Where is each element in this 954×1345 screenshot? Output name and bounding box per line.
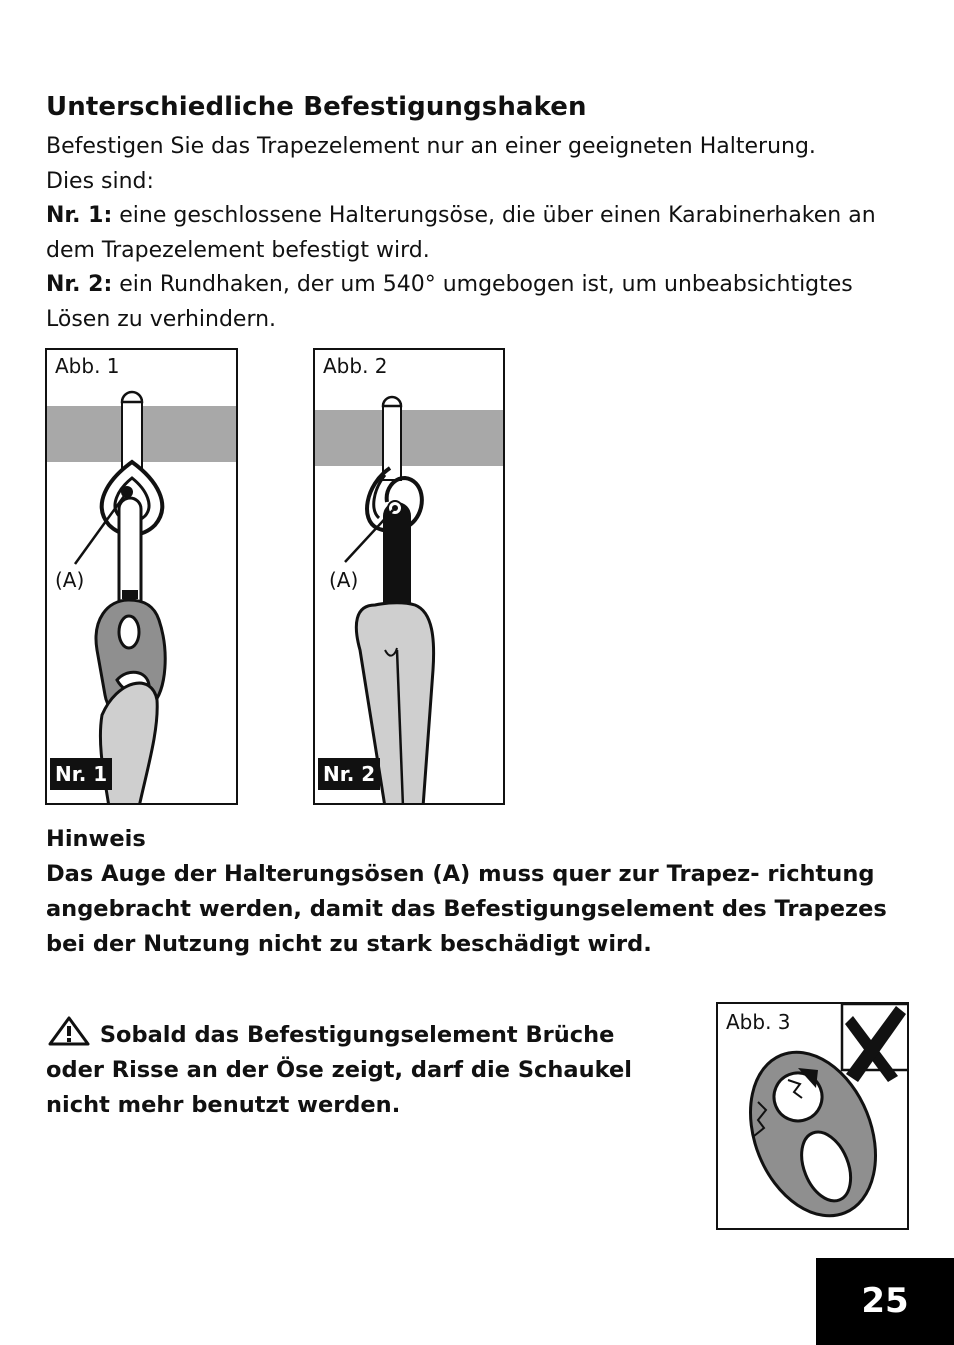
warning-block [46,1016,666,1123]
figure-1-label: Abb. 1 [55,354,120,378]
warning-triangle-icon [46,1016,92,1046]
option-nr2-text: ein Rundhaken, der um 540° umgebogen ist, um unbeabsichtigtes Lösen zu verhindern. [46,272,853,332]
note-title: Hinweis [46,826,146,852]
option-nr1-text: eine geschlossene Halterungsöse, die über einen Karabinerhaken an dem Trapezelement befestigt wird. [46,203,876,263]
note-block [46,822,906,962]
figure-3 [716,1002,909,1230]
option-nr1-label: Nr. 1: [46,203,113,229]
figure-2-badge: Nr. 2 [318,758,380,790]
note-text: Das Auge der Halterungsösen (A) muss quer zur Trapez- richtung angebracht werden, damit das Befestigungselement des Trapezes bei der Nutzung nicht zu stark beschädigt wird. [46,861,887,957]
figure-2 [313,348,505,805]
intro-line-2: Dies sind: [46,168,154,194]
cracked-eyelet-illustration [718,1004,909,1230]
option-nr2-label: Nr. 2: [46,272,113,298]
intro-line-1: Befestigen Sie das Trapezelement nur an einer geeigneten Halterung. [46,134,816,159]
option-nr2 [46,268,916,337]
warning-text: Sobald das Befestigungselement Brüche oder Risse an der Öse zeigt, darf die Schaukel nicht mehr benutzt werden. [46,1022,632,1118]
intro-text [46,130,916,338]
section-heading: Unterschiedliche Befestigungshaken [46,92,587,122]
figure-3-label: Abb. 3 [726,1010,791,1034]
figure-2-label: Abb. 2 [323,354,388,378]
figure-1 [45,348,238,805]
page-number: 25 [816,1258,954,1345]
option-nr1 [46,199,916,268]
figure-1-badge: Nr. 1 [50,758,112,790]
figure-1-callout-a: (A) [55,568,85,592]
figure-2-callout-a: (A) [329,568,359,592]
